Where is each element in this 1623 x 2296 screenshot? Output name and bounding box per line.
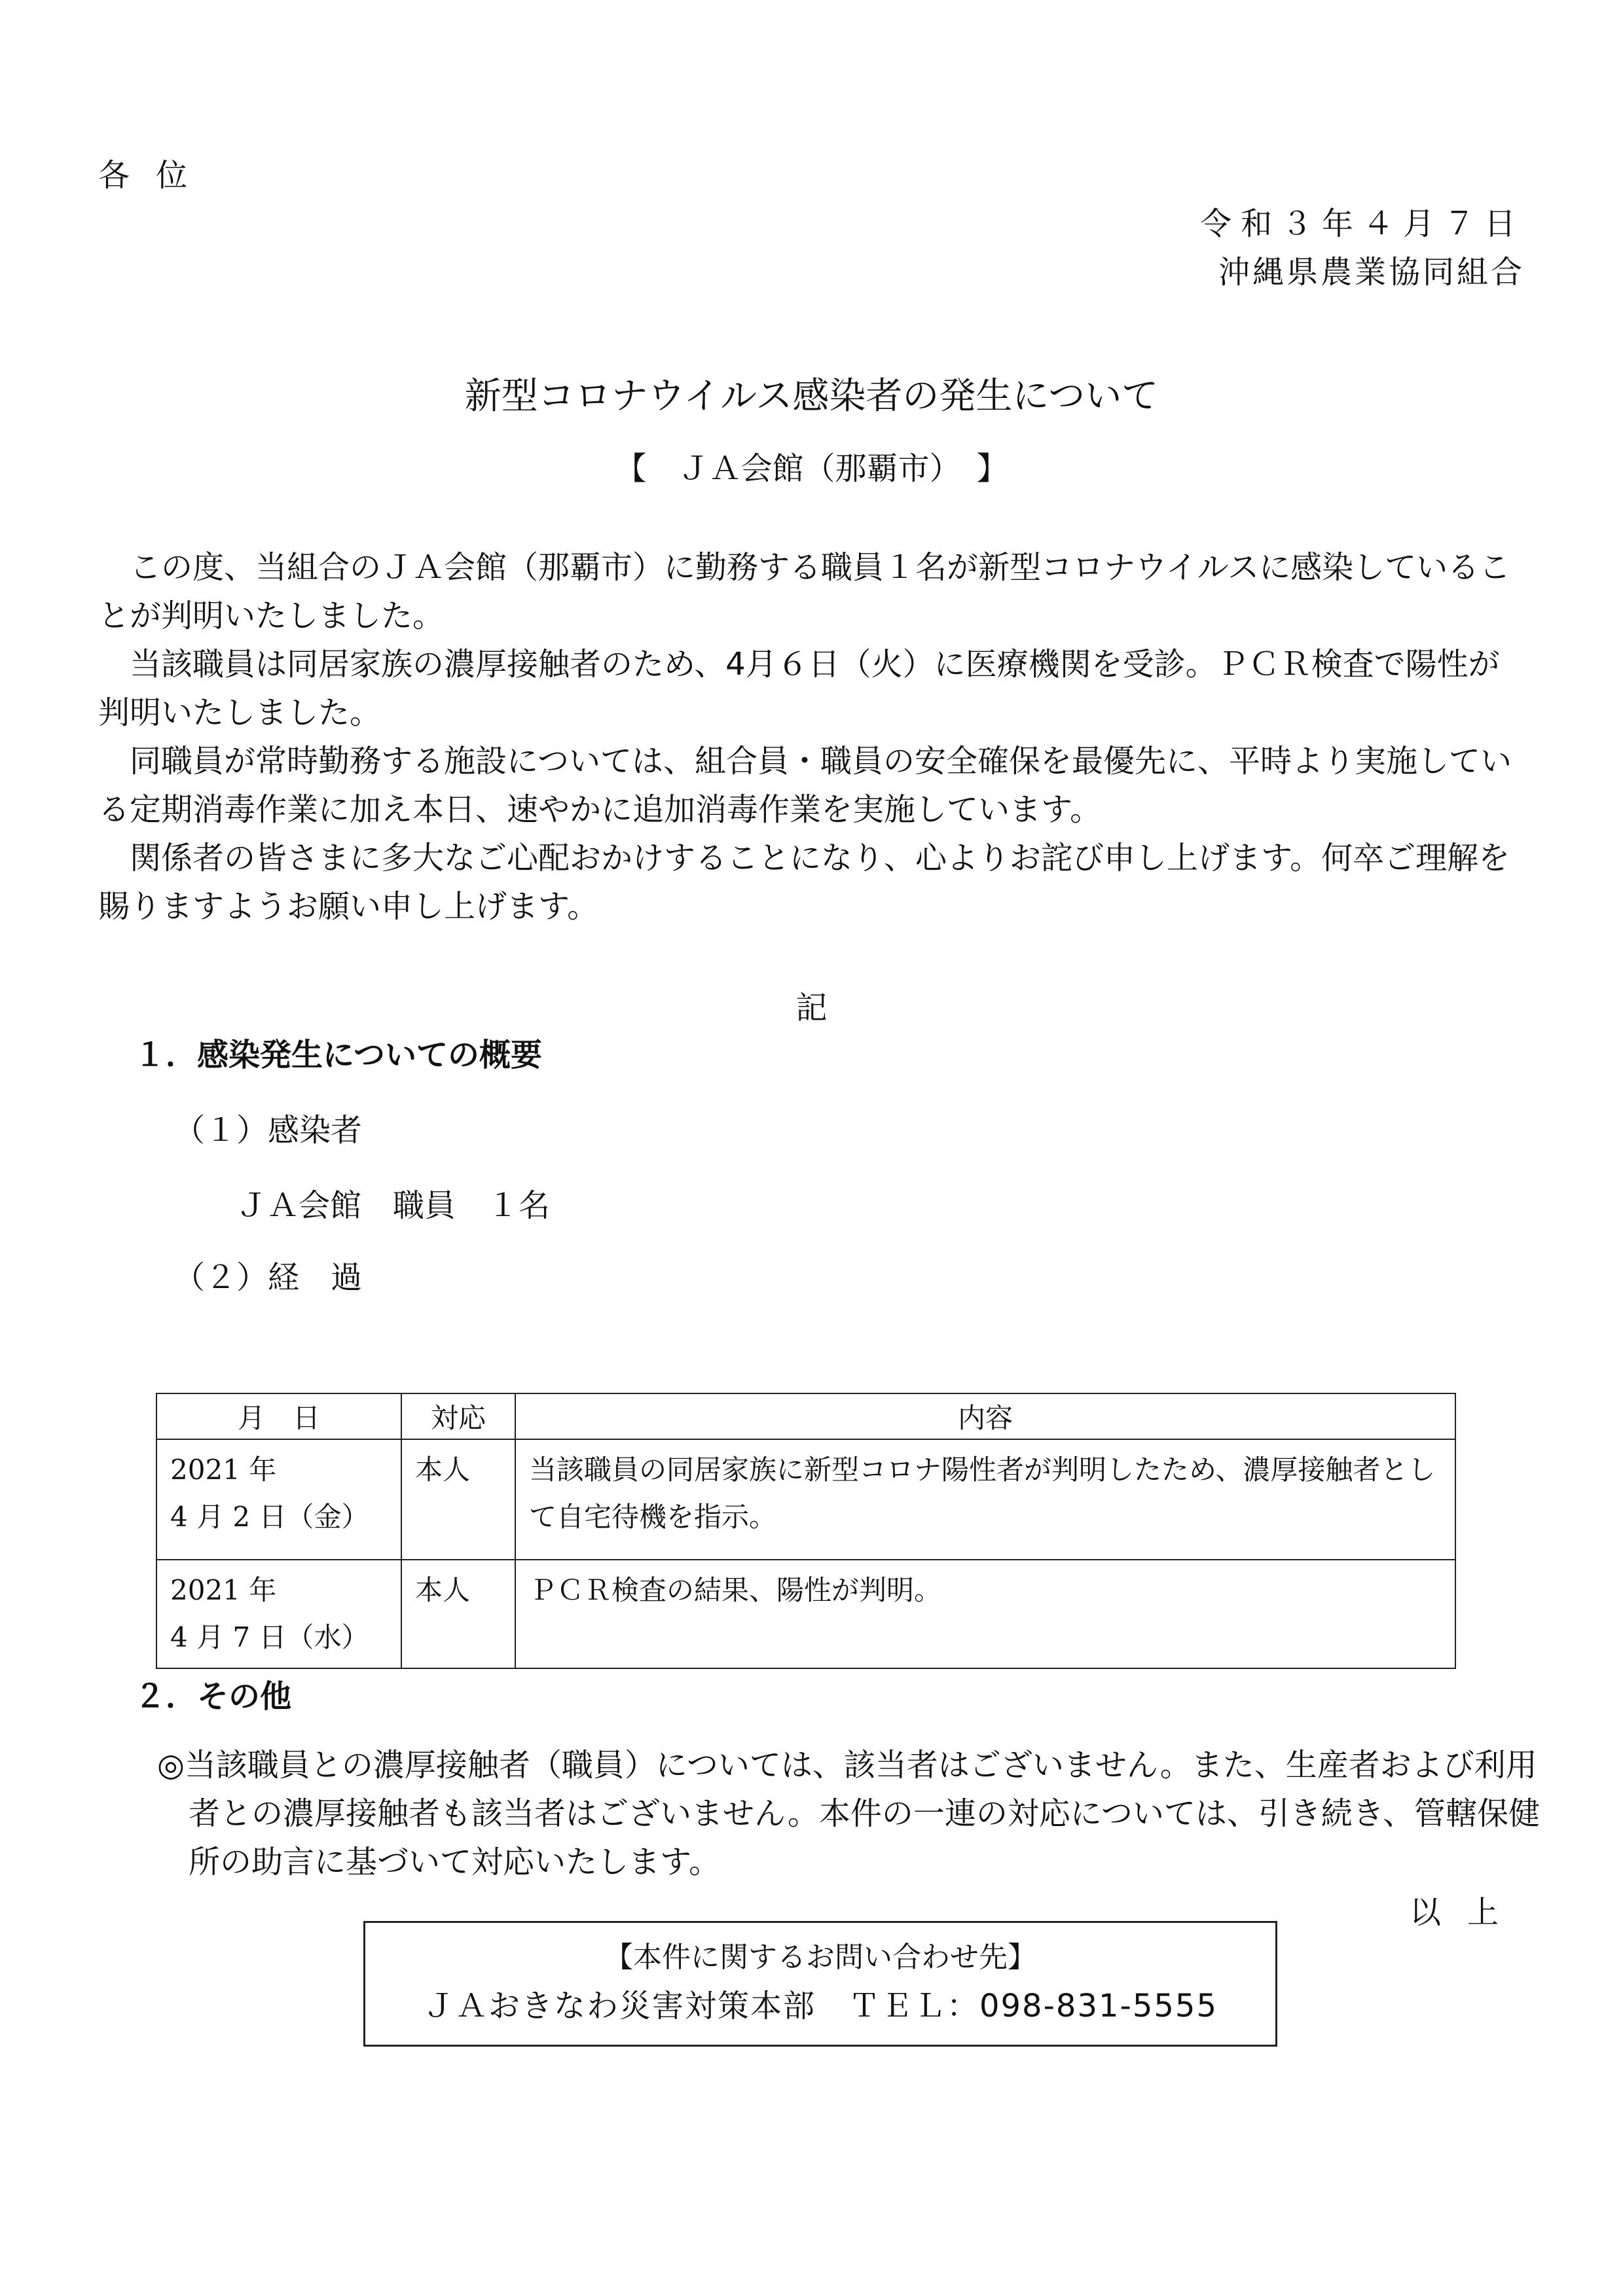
- infected-value: ＪＡ会館 職員 １名: [236, 1187, 551, 1224]
- section-1-heading: １．感染発生についての概要: [134, 1037, 543, 1073]
- timeline-table: [156, 1393, 1456, 1669]
- progress-label: （２）経 過: [173, 1259, 363, 1296]
- body-paragraph-3: 同職員が常時勤務する施設については、組合員・職員の安全確保を最優先に、平時より実施している定期消毒作業に加え本日、速やかに追加消毒作業を実施しています。: [98, 743, 1512, 828]
- row-year: 2021 年: [170, 1574, 277, 1606]
- addressee: 各位: [98, 157, 214, 194]
- row-response: 本人: [401, 1560, 515, 1668]
- contact-phone-line: ＪＡおきなわ災害対策本部 ＴＥＬ：098-831-5555: [422, 1988, 1218, 2024]
- section-2-heading: ２．その他: [134, 1678, 292, 1715]
- column-header-content: 内容: [515, 1393, 1455, 1439]
- closing-mark: 以上: [1409, 1894, 1525, 1931]
- other-note: ◎当該職員との濃厚接触者（職員）については、該当者はございません。また、生産者および利用者との濃厚接触者も該当者はございません。本件の一連の対応については、引き続き、管轄保健所の助言に基づいて対応いたします。: [157, 1747, 1541, 1880]
- row-date: 4 月 2 日（金）: [170, 1501, 369, 1533]
- row-date-cell: [156, 1439, 401, 1560]
- row-content: 当該職員の同居家族に新型コロナ陽性者が判明したため、濃厚接触者として自宅待機を指示。: [515, 1439, 1455, 1560]
- row-date-cell: [156, 1560, 401, 1668]
- column-header-date: 月 日: [156, 1393, 401, 1439]
- row-response: 本人: [401, 1439, 515, 1560]
- infected-label: （１）感染者: [173, 1112, 363, 1149]
- timeline-header-row: [156, 1393, 1455, 1439]
- row-date: 4 月 7 日（水）: [170, 1621, 369, 1653]
- document-subtitle: 【 ＪＡ会館（那覇市） 】: [615, 450, 1008, 487]
- row-content: ＰＣＲ検査の結果、陽性が判明。: [515, 1560, 1455, 1668]
- issue-date: 令和３年４月７日: [1199, 206, 1525, 242]
- ki-marker: 記: [795, 990, 828, 1026]
- column-header-response: 対応: [401, 1393, 515, 1439]
- contact-heading: 【本件に関するお問い合わせ先】: [604, 1941, 1036, 1974]
- table-row: [156, 1560, 1455, 1668]
- body-paragraph-1: この度、当組合のＪＡ会館（那覇市）に勤務する職員１名が新型コロナウイルスに感染していることが判明いたしました。: [98, 549, 1511, 634]
- contact-box: [363, 1921, 1277, 2047]
- organization-name: 沖縄県農業協同組合: [1218, 254, 1525, 291]
- body-paragraph-2: 当該職員は同居家族の濃厚接触者のため、4月６日（火）に医療機関を受診。ＰＣＲ検査で陽性が判明いたしました。: [98, 646, 1500, 731]
- document-title: 新型コロナウイルス感染者の発生について: [464, 375, 1159, 418]
- table-row: [156, 1439, 1455, 1560]
- row-year: 2021 年: [170, 1454, 277, 1486]
- body-paragraph-4: 関係者の皆さまに多大なご心配おかけすることになり、心よりお詫び申し上げます。何卒ご理解を賜りますようお願い申し上げます。: [98, 840, 1510, 925]
